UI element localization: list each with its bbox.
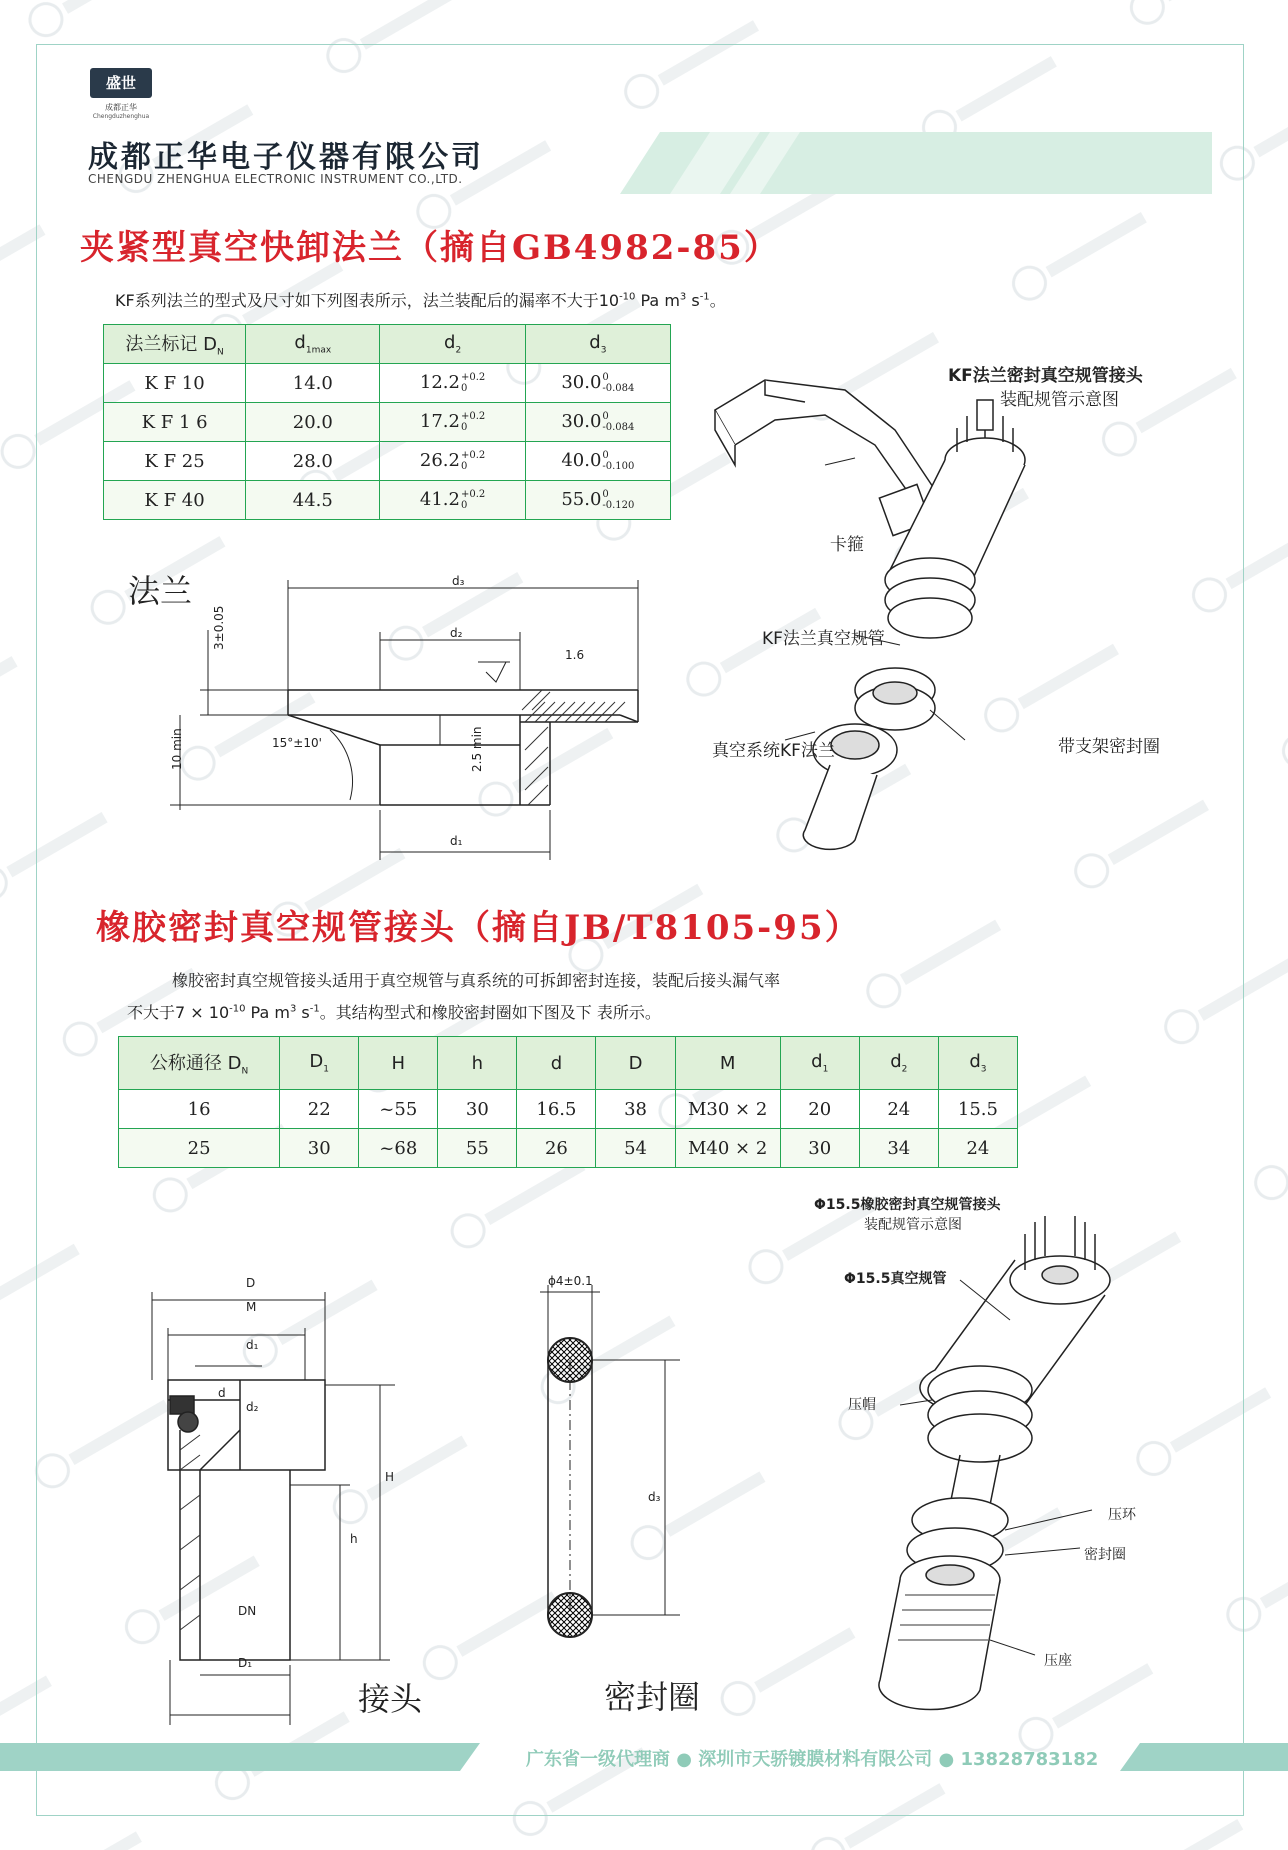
- dim-25min: 2.5 min: [470, 726, 484, 772]
- joint-dim-H: H: [385, 1470, 395, 1484]
- table-row: [104, 481, 671, 520]
- rubber-seal-table: [118, 1036, 1018, 1168]
- rubber-assembly-title2: 装配规管示意图: [864, 1217, 962, 1233]
- col-D1: $D_1$: [280, 1037, 359, 1090]
- section2-title: 橡胶密封真空规管接头（摘自JB/T8105-95）: [96, 908, 861, 948]
- header-band: [620, 132, 1212, 194]
- col-mark: 法兰标记 $D_N$: [104, 325, 246, 364]
- desc2-exp3: -1: [309, 1003, 320, 1015]
- table-header-row: [119, 1037, 1018, 1090]
- cell-d1: 20.0: [246, 403, 380, 442]
- cell: 55: [438, 1129, 517, 1168]
- company-name-en: CHENGDU ZHENGHUA ELECTRONIC INSTRUMENT CO.,LTD.: [88, 172, 463, 186]
- desc2-pre: 不大于7 × 10: [127, 1003, 230, 1022]
- table-row: [119, 1129, 1018, 1168]
- dim-d1: d₁: [450, 834, 463, 848]
- joint-dim-D1: D₁: [238, 1656, 253, 1670]
- cell: 22: [280, 1090, 359, 1129]
- desc-unit: Pa m: [635, 291, 680, 310]
- dim-d3: d₃: [452, 574, 465, 588]
- col-d: d: [517, 1037, 596, 1090]
- label-clamp: 卡箍: [830, 535, 864, 555]
- cell: 25: [119, 1129, 280, 1168]
- cell-d2: 17.2+0.2 0: [380, 403, 525, 442]
- seal-label: 密封圈: [604, 1678, 701, 1716]
- col-d2: $d_2$: [380, 325, 525, 364]
- label-kf-gauge: KF法兰真空规管: [762, 629, 885, 649]
- cell-d3: 30.00 -0.084: [525, 364, 670, 403]
- cell: M40 × 2: [675, 1129, 780, 1168]
- table-header-row: [104, 325, 671, 364]
- table-row: [119, 1090, 1018, 1129]
- desc-pre: KF系列法兰的型式及尺寸如下列图表所示，法兰装配后的漏率不大于10: [115, 291, 620, 310]
- table-row: [104, 364, 671, 403]
- desc2-exp: -10: [229, 1003, 246, 1015]
- footer-contact: 广东省一级代理商 ● 深圳市天骄镀膜材料有限公司 ● 13828783182: [526, 1749, 1099, 1770]
- cell: 16.5: [517, 1090, 596, 1129]
- cell: 34: [859, 1129, 938, 1168]
- desc2-exp2: 3: [289, 1003, 297, 1015]
- kf-assembly-title1: KF法兰密封真空规管接头: [948, 366, 1143, 386]
- cell-d2: 41.2+0.2 0: [380, 481, 525, 520]
- label-gauge-15: Φ15.5真空规管: [844, 1271, 947, 1287]
- joint-label: 接头: [358, 1680, 423, 1718]
- desc-exp2: 3: [679, 291, 687, 303]
- cell-d1: 14.0: [246, 364, 380, 403]
- section1-title: 夹紧型真空快卸法兰（摘自GB4982-85）: [80, 228, 780, 268]
- joint-dim-DN: DN: [238, 1604, 257, 1618]
- cell-d3: 55.00 -0.120: [525, 481, 670, 520]
- desc-exp3: -1: [699, 291, 710, 303]
- desc-exp: -10: [619, 291, 636, 303]
- col-d1: $d_{1max}$: [246, 325, 380, 364]
- cell: 30: [280, 1129, 359, 1168]
- logo-cn: 成都正华: [105, 103, 137, 112]
- cell-mark: K F 1 6: [104, 403, 246, 442]
- dim-d2: d₂: [450, 626, 463, 640]
- label-press-ring: 压环: [1108, 1507, 1136, 1523]
- cell-d3: 40.00 -0.100: [525, 442, 670, 481]
- section2-description-line2: [127, 1000, 661, 1023]
- cell-mark: K F 25: [104, 442, 246, 481]
- cell-mark: K F 10: [104, 364, 246, 403]
- dim-roughness: 1.6: [565, 648, 585, 662]
- cell: 38: [596, 1090, 675, 1129]
- label-system-flange: 真空系统KF法兰: [712, 741, 835, 761]
- joint-dim-d: d: [218, 1386, 226, 1400]
- col-D: D: [596, 1037, 675, 1090]
- cell: 26: [517, 1129, 596, 1168]
- logo-box: [90, 68, 152, 98]
- kf-flange-table: [103, 324, 671, 520]
- desc-unit2: s: [686, 291, 700, 310]
- kf-assembly-title2: 装配规管示意图: [1000, 390, 1119, 410]
- cell: 24: [938, 1129, 1017, 1168]
- seal-dim-d3: d₃: [648, 1490, 661, 1504]
- flange-drawing: [160, 570, 660, 870]
- cell: 24: [859, 1090, 938, 1129]
- dim-thickness: 3±0.05: [212, 605, 226, 650]
- desc-post: 。: [709, 291, 726, 310]
- table-row: [104, 403, 671, 442]
- cell-d3: 30.00 -0.084: [525, 403, 670, 442]
- cell-mark: K F 40: [104, 481, 246, 520]
- col-H: H: [359, 1037, 438, 1090]
- cell: ~55: [359, 1090, 438, 1129]
- flange-label: 法兰: [128, 572, 193, 610]
- seal-dim-phi: ϕ4±0.1: [548, 1274, 593, 1288]
- col-d1: $d_1$: [780, 1037, 859, 1090]
- desc2-unit2: s: [296, 1003, 310, 1022]
- desc2-unit: Pa m: [245, 1003, 290, 1022]
- logo-pinyin: Chengduzhenghua: [92, 113, 150, 120]
- dim-10min: 10 min: [170, 728, 184, 770]
- col-d3: $d_3$: [938, 1037, 1017, 1090]
- cell-d2: 12.2+0.2 0: [380, 364, 525, 403]
- cell-d1: 28.0: [246, 442, 380, 481]
- section2-description-line1: 橡胶密封真空规管接头适用于真空规管与真系统的可拆卸密封连接，装配后接头漏气率: [172, 971, 781, 990]
- cell: 16: [119, 1090, 280, 1129]
- label-cap: 压帽: [848, 1397, 876, 1413]
- logo-text: 盛世: [105, 74, 136, 92]
- col-d3: $d_3$: [525, 325, 670, 364]
- label-base: 压座: [1044, 1653, 1072, 1669]
- cell: 54: [596, 1129, 675, 1168]
- joint-dim-h: h: [350, 1532, 358, 1546]
- joint-dim-d1: d₁: [246, 1338, 259, 1352]
- desc2-post: 。其结构型式和橡胶密封圈如下图及下 表所示。: [319, 1003, 661, 1022]
- label-seal: 密封圈: [1084, 1547, 1126, 1563]
- seal-ring-drawing: [510, 1280, 710, 1660]
- kf-assembly-illustration: [705, 370, 1105, 850]
- joint-dim-D: D: [246, 1276, 256, 1290]
- joint-dim-M: M: [246, 1300, 257, 1314]
- cell: 20: [780, 1090, 859, 1129]
- cell: 30: [780, 1129, 859, 1168]
- cell-d1: 44.5: [246, 481, 380, 520]
- col-h: h: [438, 1037, 517, 1090]
- col-d2: $d_2$: [859, 1037, 938, 1090]
- company-name-cn: 成都正华电子仪器有限公司: [88, 140, 484, 175]
- joint-drawing: [140, 1270, 440, 1690]
- section1-description: [115, 288, 726, 311]
- table-row: [104, 442, 671, 481]
- joint-dim-d2: d₂: [246, 1400, 259, 1414]
- dim-angle: 15°±10': [272, 736, 322, 750]
- cell: M30 × 2: [675, 1090, 780, 1129]
- company-logo: [88, 68, 154, 120]
- rubber-assembly-title1: Φ15.5橡胶密封真空规管接头: [814, 1197, 1001, 1213]
- cell-d2: 26.2+0.2 0: [380, 442, 525, 481]
- cell: 15.5: [938, 1090, 1017, 1129]
- label-seal-ring: 带支架密封圈: [1058, 737, 1160, 757]
- cell: ~68: [359, 1129, 438, 1168]
- col-dn: 公称通径 $D_N$: [119, 1037, 280, 1090]
- col-M: M: [675, 1037, 780, 1090]
- cell: 30: [438, 1090, 517, 1129]
